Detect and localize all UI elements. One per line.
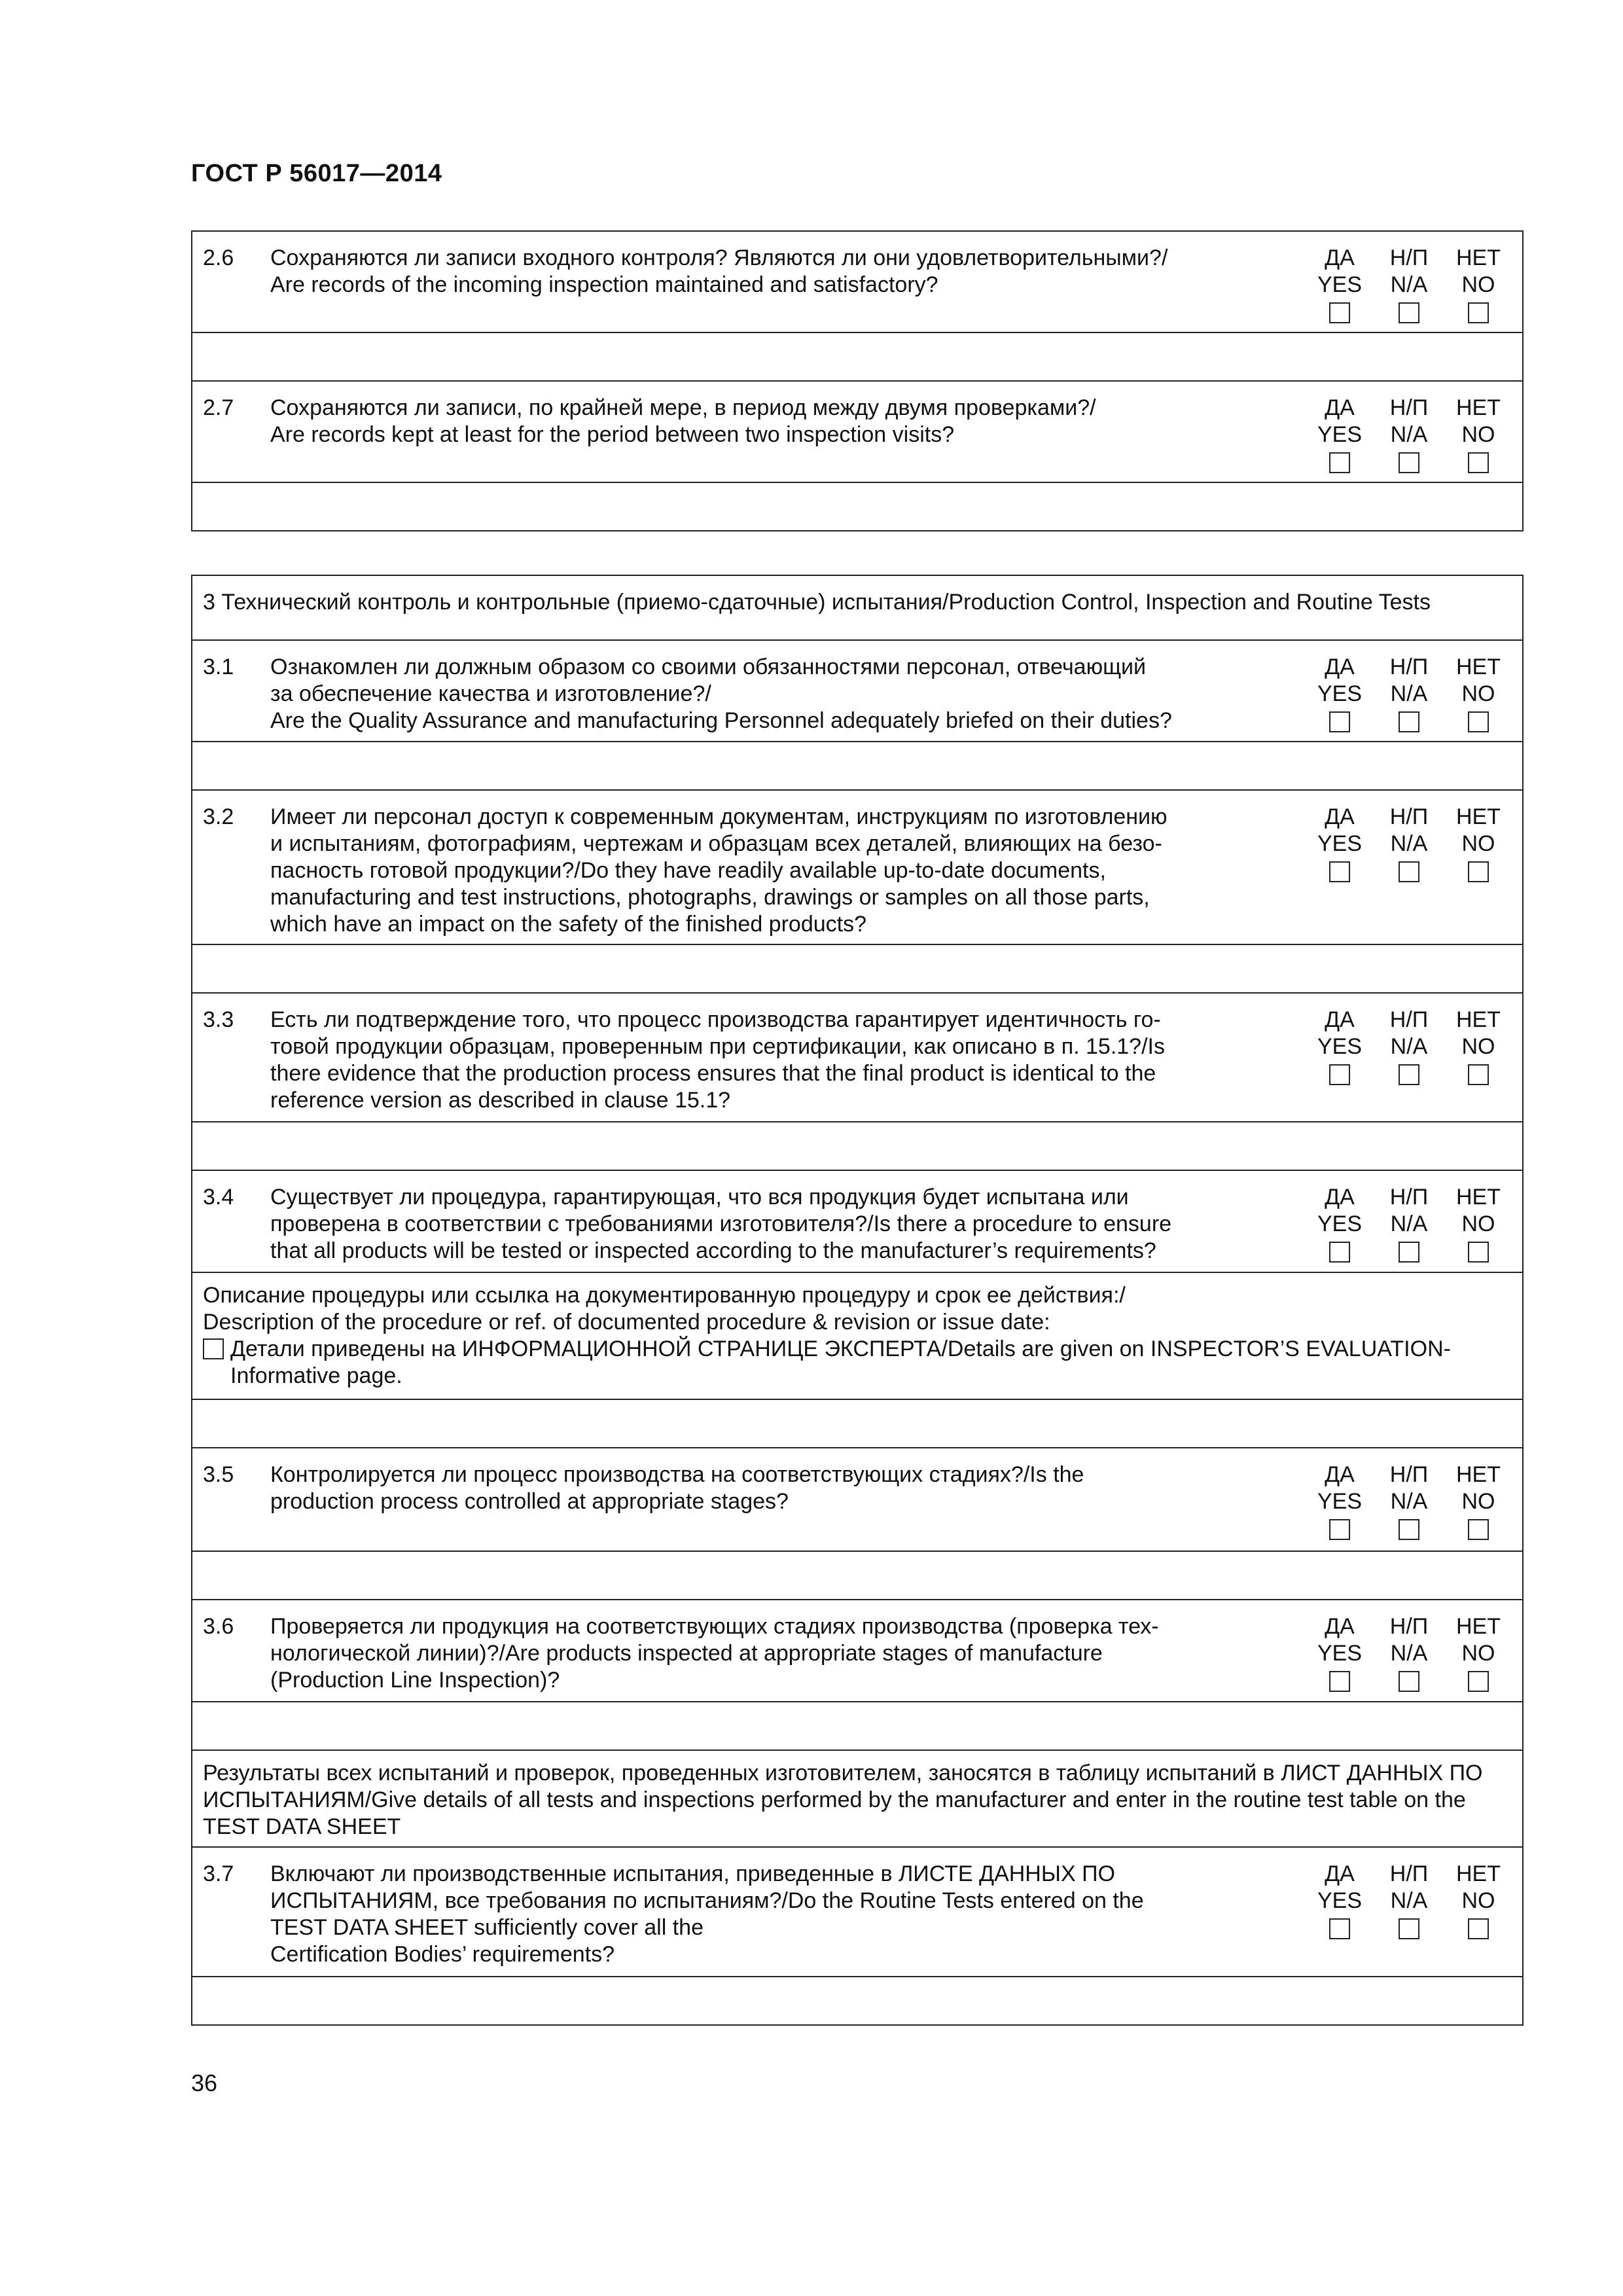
question-text: Существует ли процедура, гарантирующая, что вся продукция будет испытана или проверена в соответствии с требованиями изготовителя?/Is there a procedure to ensure that all products will be tested or inspected according to the manufacturer’s requirements?: [270, 1185, 1172, 1263]
comment-field-3-1[interactable]: [192, 742, 1523, 790]
question-text: Сохраняются ли записи входного контроля? Являются ли они удовлетворительными?/ Are records of the incoming inspection maintained and satisfactory?: [270, 245, 1168, 297]
comment-field-3-2[interactable]: [192, 944, 1523, 993]
page-number: 36: [191, 2070, 218, 2096]
yes-checkbox[interactable]: [1329, 1918, 1350, 1939]
answer-group: [1305, 1184, 1513, 1264]
question-row-3-1: [192, 640, 1523, 742]
no-label-en: NO: [1461, 1641, 1495, 1666]
question-text: Включают ли производственные испытания, приведенные в ЛИСТЕ ДАННЫХ ПО ИСПЫТАНИЯМ, все требования по испытаниям?/Do the Routine Tests entered on the TEST DATA SHEET sufficiently cover all the Certification Bodies’ requirements?: [270, 1861, 1144, 1967]
question-text: Сохраняются ли записи, по крайней мере, в период между двумя проверками?/ Are records kept at least for the period between two inspection visits?: [270, 395, 1096, 447]
yes-label-ru: ДА: [1325, 395, 1355, 420]
na-checkbox[interactable]: [1399, 1519, 1419, 1540]
yes-label-ru: ДА: [1325, 804, 1355, 829]
question-row-3-3: [192, 993, 1523, 1122]
no-label-en: NO: [1461, 1489, 1495, 1514]
procedure-description-note: [192, 1273, 1522, 1399]
answer-group: [1305, 1007, 1513, 1113]
answer-group: [1305, 395, 1513, 474]
yes-label-ru: ДА: [1325, 245, 1355, 270]
yes-label-ru: ДА: [1325, 1007, 1355, 1032]
question-text: Контролируется ли процесс производства на соответствующих стадиях?/Is the production process controlled at appropriate stages?: [270, 1462, 1084, 1514]
question-number: 2.6: [203, 245, 234, 270]
na-label-en: N/A: [1390, 1641, 1428, 1666]
no-checkbox[interactable]: [1468, 302, 1489, 323]
na-checkbox[interactable]: [1399, 302, 1419, 323]
na-label-ru: Н/П: [1389, 655, 1429, 679]
comment-field-3-3[interactable]: [192, 1122, 1523, 1170]
comment-field-3-6[interactable]: [192, 1702, 1523, 1750]
na-checkbox[interactable]: [1399, 1242, 1419, 1263]
answer-group: [1305, 245, 1513, 324]
yes-checkbox[interactable]: [1329, 452, 1350, 473]
no-label-ru: НЕТ: [1456, 1614, 1501, 1639]
checklist-table-block-2: [191, 575, 1524, 2026]
test-results-note: Результаты всех испытаний и проверок, проведенных изготовителем, заносятся в таблицу испытаний в ЛИСТ ДАННЫХ ПО ИСПЫТАНИЯМ/Give details of all tests and inspections performed by the manufacturer and enter in the routine test table on the TEST DATA SHEET: [203, 1761, 1483, 1839]
answer-group: [1305, 804, 1513, 936]
yes-label-en: YES: [1317, 272, 1363, 297]
na-label-en: N/A: [1390, 1211, 1428, 1236]
na-label-ru: Н/П: [1389, 1007, 1429, 1032]
note-line-en: Description of the procedure or ref. of documented procedure & revision or issue date:: [203, 1310, 1050, 1335]
na-label-en: N/A: [1390, 422, 1428, 447]
question-row-2-7: [192, 381, 1523, 482]
no-label-ru: НЕТ: [1456, 1861, 1501, 1886]
document-code-header: ГОСТ Р 56017—2014: [191, 160, 442, 187]
na-label-ru: Н/П: [1389, 1614, 1429, 1639]
details-given-checkbox[interactable]: [203, 1338, 224, 1359]
no-label-ru: НЕТ: [1456, 1462, 1501, 1487]
checklist-table-block-1: [191, 230, 1524, 531]
na-label-ru: Н/П: [1389, 804, 1429, 829]
answer-group: [1305, 1613, 1513, 1693]
na-checkbox[interactable]: [1399, 711, 1419, 732]
na-label-ru: Н/П: [1389, 245, 1429, 270]
yes-checkbox[interactable]: [1329, 711, 1350, 732]
comment-field-2-7[interactable]: [192, 482, 1523, 531]
no-label-en: NO: [1461, 272, 1495, 297]
no-label-en: NO: [1461, 422, 1495, 447]
comment-field-3-7[interactable]: [192, 1977, 1523, 2025]
na-label-en: N/A: [1390, 272, 1428, 297]
details-given-label: Детали приведены на ИНФОРМАЦИОННОЙ СТРАНИЦЕ ЭКСПЕРТА/Details are given on INSPECTOR’S EVALUATION-Informative page.: [230, 1336, 1451, 1388]
no-label-en: NO: [1461, 1211, 1495, 1236]
answer-group: [1305, 1462, 1513, 1543]
yes-label-en: YES: [1317, 1641, 1363, 1666]
question-text: Есть ли подтверждение того, что процесс производства гарантирует идентичность го- товой продукции образцам, проверенным при сертификации, как описано в п. 15.1?/Is there evidence that the production process ensures that the final product is identical to the reference version as described in clause 15.1?: [270, 1007, 1165, 1113]
na-checkbox[interactable]: [1399, 1671, 1419, 1692]
no-checkbox[interactable]: [1468, 1064, 1489, 1085]
na-checkbox[interactable]: [1399, 452, 1419, 473]
question-number: 2.7: [203, 395, 234, 420]
no-label-en: NO: [1461, 681, 1495, 706]
no-label-ru: НЕТ: [1456, 655, 1501, 679]
no-checkbox[interactable]: [1468, 1918, 1489, 1939]
no-label-ru: НЕТ: [1456, 395, 1501, 420]
yes-label-ru: ДА: [1325, 1614, 1355, 1639]
no-checkbox[interactable]: [1468, 1519, 1489, 1540]
question-row-3-4: [192, 1170, 1523, 1272]
na-checkbox[interactable]: [1399, 1918, 1419, 1939]
yes-checkbox[interactable]: [1329, 1242, 1350, 1263]
na-label-en: N/A: [1390, 831, 1428, 856]
yes-label-en: YES: [1317, 681, 1363, 706]
note-line-ru: Описание процедуры или ссылка на документированную процедуру и срок ее действия:/: [203, 1283, 1126, 1308]
question-text: Имеет ли персонал доступ к современным документам, инструкциям по изготовлению и испытаниям, фотографиям, чертежам и образцам всех деталей, влияющих на безо- пасность готовой продукции?/Do they have readily available up-to-date documents, manufacturing and test instructions, photographs, drawings or samples on all those parts, which have an impact on the safety of the finished products?: [270, 804, 1168, 937]
yes-label-ru: ДА: [1325, 655, 1355, 679]
yes-checkbox[interactable]: [1329, 1519, 1350, 1540]
question-row-3-6: [192, 1600, 1523, 1702]
yes-label-ru: ДА: [1325, 1462, 1355, 1487]
yes-label-en: YES: [1317, 1211, 1363, 1236]
question-row-3-2: [192, 790, 1523, 944]
question-number: 3.2: [203, 804, 234, 829]
comment-field-3-4[interactable]: [192, 1399, 1523, 1448]
question-number: 3.6: [203, 1614, 234, 1639]
yes-checkbox[interactable]: [1329, 861, 1350, 882]
yes-label-en: YES: [1317, 831, 1363, 856]
yes-label-en: YES: [1317, 1888, 1363, 1913]
question-row-2-6: [192, 231, 1523, 332]
yes-checkbox[interactable]: [1329, 1064, 1350, 1085]
no-checkbox[interactable]: [1468, 452, 1489, 473]
na-label-en: N/A: [1390, 1034, 1428, 1059]
na-label-en: N/A: [1390, 1888, 1428, 1913]
question-number: 3.3: [203, 1007, 234, 1032]
no-label-ru: НЕТ: [1456, 1185, 1501, 1210]
na-label-en: N/A: [1390, 681, 1428, 706]
na-label-ru: Н/П: [1389, 1462, 1429, 1487]
yes-label-ru: ДА: [1325, 1861, 1355, 1886]
na-label-en: N/A: [1390, 1489, 1428, 1514]
question-text: Ознакомлен ли должным образом со своими обязанностями персонал, отвечающий за обеспечение качества и изготовление?/ Are the Quality Assurance and manufacturing Personnel adequately briefed on their duties?: [270, 655, 1172, 733]
no-checkbox[interactable]: [1468, 1671, 1489, 1692]
no-label-en: NO: [1461, 831, 1495, 856]
section-title: 3 Технический контроль и контрольные (приемо-сдаточные) испытания/Production Control, Inspection and Routine Tests: [203, 590, 1431, 615]
no-checkbox[interactable]: [1468, 1242, 1489, 1263]
comment-field-3-5[interactable]: [192, 1551, 1523, 1600]
question-number: 3.4: [203, 1185, 234, 1210]
yes-checkbox[interactable]: [1329, 1671, 1350, 1692]
no-label-ru: НЕТ: [1456, 1007, 1501, 1032]
no-checkbox[interactable]: [1468, 861, 1489, 882]
yes-checkbox[interactable]: [1329, 302, 1350, 323]
yes-label-en: YES: [1317, 422, 1363, 447]
na-label-ru: Н/П: [1389, 395, 1429, 420]
comment-field-2-6[interactable]: [192, 332, 1523, 381]
yes-label-en: YES: [1317, 1489, 1363, 1514]
no-label-en: NO: [1461, 1888, 1495, 1913]
no-checkbox[interactable]: [1468, 711, 1489, 732]
answer-group: [1305, 1861, 1513, 1968]
yes-label-en: YES: [1317, 1034, 1363, 1059]
na-checkbox[interactable]: [1399, 861, 1419, 882]
answer-group: [1305, 654, 1513, 733]
question-row-3-5: [192, 1448, 1523, 1551]
question-text: Проверяется ли продукция на соответствующих стадиях производства (проверка тех- нологической линии)?/Are products inspected at appropriate stages of manufacture (Production Line Inspection)?: [270, 1614, 1159, 1693]
question-number: 3.7: [203, 1861, 234, 1886]
yes-label-ru: ДА: [1325, 1185, 1355, 1210]
na-label-ru: Н/П: [1389, 1185, 1429, 1210]
question-number: 3.1: [203, 655, 234, 679]
na-label-ru: Н/П: [1389, 1861, 1429, 1886]
no-label-ru: НЕТ: [1456, 804, 1501, 829]
na-checkbox[interactable]: [1399, 1064, 1419, 1085]
no-label-ru: НЕТ: [1456, 245, 1501, 270]
question-row-3-7: [192, 1847, 1523, 1977]
no-label-en: NO: [1461, 1034, 1495, 1059]
question-number: 3.5: [203, 1462, 234, 1487]
